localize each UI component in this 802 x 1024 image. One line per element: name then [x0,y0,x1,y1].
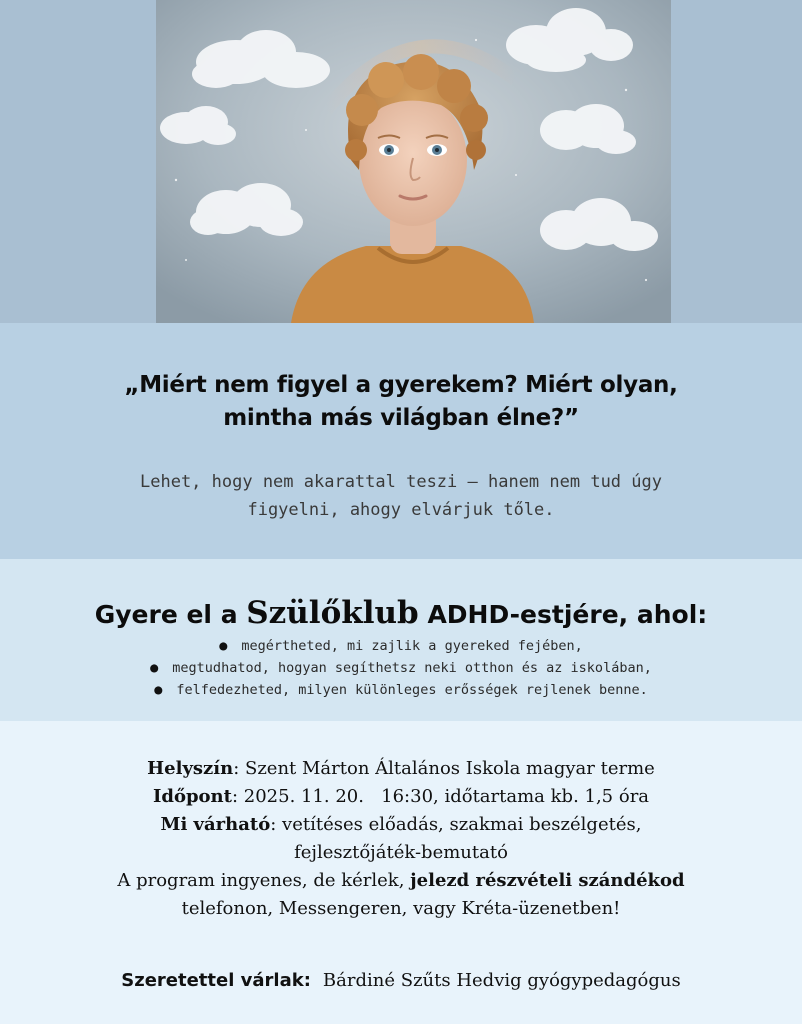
time-value: : 2025. 11. 20. 16:30, időtartama kb. 1,5 óra [231,786,650,807]
boy-with-clouds-illustration [156,0,671,323]
list-item [0,657,802,679]
headline-line-2: mintha más világban élne?” [223,405,579,431]
list-item-text: megtudhatod, hogyan segíthetsz neki otthon és az iskolában, [172,660,652,676]
expect-line [0,811,802,839]
club-heading-prefix: Gyere el a [94,600,247,629]
club-section [0,559,802,721]
location-value: : Szent Márton Általános Iskola magyar terme [233,758,655,779]
location-label: Helyszín [147,758,234,779]
contact-line: telefonon, Messengeren, vagy Kréta-üzenetben! [181,898,621,919]
expect-line-2: fejlesztőjáték-bemutató [294,842,508,863]
subtitle [0,468,802,524]
subtitle-line-2: figyelni, ahogy elvárjuk tőle. [247,500,555,520]
list-item-text: felfedezheted, milyen különleges erősségek rejlenek benne. [176,682,648,698]
benefits-list [0,635,802,701]
club-name: Szülőklub [246,595,419,631]
headline-question [0,369,802,435]
hero-photo [156,0,671,323]
expect-value: : vetítéses előadás, szakmai beszélgetés, [270,814,642,835]
list-item [0,679,802,701]
time-label: Időpont [152,786,232,807]
hero-section [0,0,802,323]
question-section [0,323,802,559]
signature [0,967,802,995]
time-line [0,783,802,811]
signature-lead: Szeretettel várlak: [121,970,311,991]
bullet-icon: ● [154,682,163,698]
list-item-text: megértheted, mi zajlik a gyereked fejében, [241,638,583,654]
bullet-icon: ● [150,660,159,676]
signature-name: Bárdiné Szűts Hedvig gyógypedagógus [322,970,681,991]
event-details [0,755,802,923]
info-section [0,721,802,1024]
expect-label: Mi várható [160,814,271,835]
free-text: A program ingyenes, de kérlek, [117,870,411,891]
subtitle-line-1: Lehet, hogy nem akarattal teszi – hanem nem tud úgy [140,472,662,492]
headline-line-1: „Miért nem figyel a gyerekem? Miért olyan, [124,372,678,398]
club-heading-suffix: ADHD-estjére, ahol: [418,600,708,629]
free-line [0,867,802,895]
location-line [0,755,802,783]
bullet-icon: ● [219,638,228,654]
club-heading [0,595,802,633]
rsvp-request: jelezd részvételi szándékod [410,870,685,891]
list-item [0,635,802,657]
